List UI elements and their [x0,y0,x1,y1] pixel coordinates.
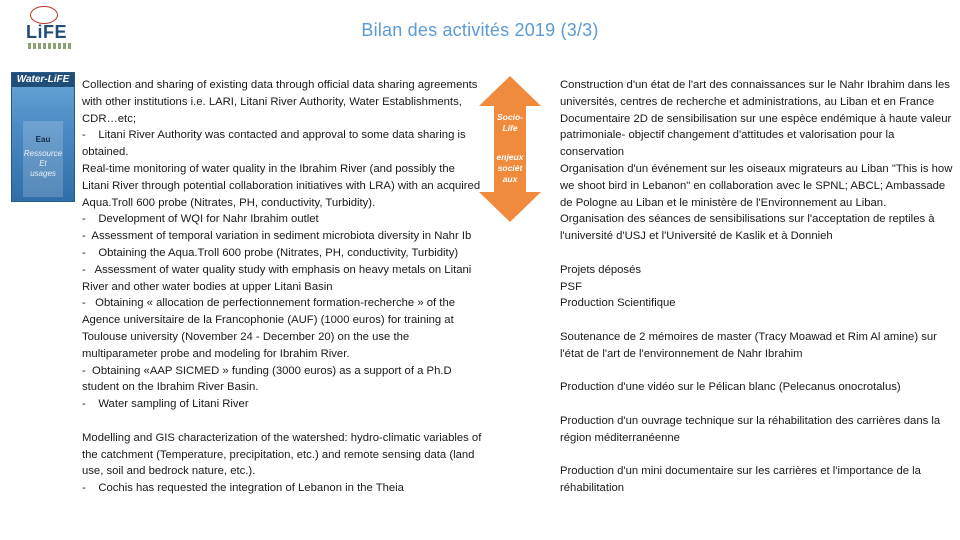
right-column [560,77,958,497]
right-paragraph-5: Production d'un ouvrage technique sur la réhabilitation des carrières dans la région méditerranéenne [560,414,944,444]
water-life-card-title: Water-LiFE [12,73,74,87]
right-paragraph-3: Soutenance de 2 mémoires de master (Tracy Moawad et Rim Al amine) sur l'état de l'art de l'environnement de Nahr Ibrahim [560,330,941,360]
logo-tagline-icon [28,43,72,49]
arrow-label-1: Socio- Life [497,112,523,133]
right-paragraph-1: Construction d'un état de l'art des connaissances sur le Nahr Ibrahim dans les universités, centres de recherche et administrations, au Liban et en France Documentaire 2D de sensibilisation sur une espèce endémique à haute valeur patrimoniale- objectif changement d'attitudes et valorisation pour la conservation Organisation d'un événement sur les oiseaux migrateurs au Liban "This is how we shoot bird in Lebanon" en collaboration avec le SPNL; ABCL; Ambassade de Pologne au Liban et le ministère de l'Environnement au Liban. Organisation des séances de sensibilisations sur l'acceptation de reptiles à l'université d'USJ et l'Université de Kaslik et à Donnieh [560,79,953,243]
page-title: Bilan des activités 2019 (3/3) [361,20,599,40]
water-life-card-line2: Ressource Et usages [23,149,63,178]
arrow-shape [479,76,541,222]
left-column [82,77,482,497]
water-life-card-line1: Eau [35,135,51,144]
water-life-card [11,72,75,202]
left-paragraph-1: Collection and sharing of existing data through official data sharing agreements with other institutions i.e. LARI, Litani River Authority, Water Establishments, CDR…etc; - Litani River Authority was contacted and approval to some data sharing is obtained. Real-time monitoring of water quality in the Ibrahim River (and possibly the Litani River through potential collaboration initiatives with LRA) with an acquired Aqua.Troll 600 probe (Nitrates, PH, conductivity, Turbidity). - Development of WQI for Nahr Ibrahim outlet - Assessment of temporal variation in sediment microbiota diversity in Nahr Ib - Obtaining the Aqua.Troll 600 probe (Nitrates, PH, conductivity, Turbidity) - Assessment of water quality study with emphasis on heavy metals on Litani River and other water bodies at upper Litani Basin - Obtaining « allocation de perfectionnement formation-recherche » of the Agence universitaire de la Francophonie (AUF) (1000 euros) for training at Toulouse university (November 24 - December 20) on the use the multiparameter probe and modeling for Ibrahim River. - Obtaining «AAP SICMED » funding (3000 euros) as a support of a Ph.D student on the Ibrahim River Basin. - Water sampling of Litani River [82,79,481,411]
right-paragraph-2: Projets déposés PSF Production Scientifique [560,263,676,310]
double-arrow-icon [479,76,541,222]
right-paragraph-6: Production d'un mini documentaire sur les carrières et l'importance de la réhabilitation [560,465,925,495]
right-paragraph-4: Production d'une vidéo sur le Pélican blanc (Pelecanus onocrotalus) [560,381,901,394]
left-paragraph-2: Modelling and GIS characterization of the watershed: hydro-climatic variables of the catchment (Temperature, precipitation, etc.) and remote sensing data (land use, soil and bedrock nature, etc.). - Cochis has requested the integration of Lebanon in the Theia [82,431,482,495]
logo-text: LiFE [26,22,67,42]
arrow-label-2: enjeux sociét aux [496,152,524,184]
